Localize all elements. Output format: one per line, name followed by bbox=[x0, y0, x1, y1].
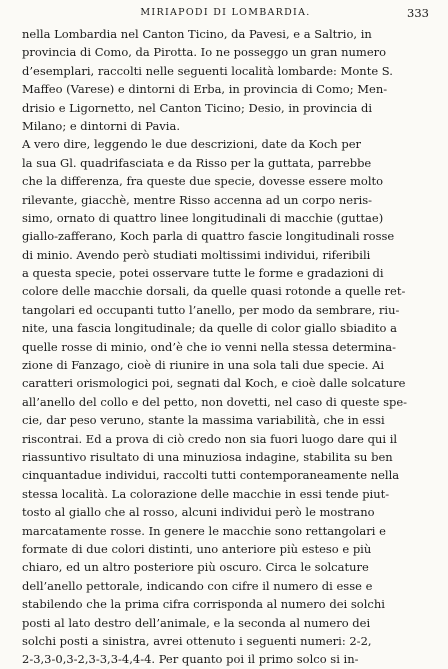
text-line: la sua Gl. quadrifasciata e da Risso per la guttata, parrebbe bbox=[22, 155, 372, 170]
text-line: cinquantadue individui, raccolti tutti contemporaneamente nella bbox=[22, 468, 400, 483]
text-line: di minio. Avendo però studiati moltissimi individui, riferibili bbox=[22, 247, 371, 262]
text-line: Maffeo (Varese) e dintorni di Erba, in provincia di Como; Men- bbox=[22, 82, 388, 97]
text-line: chiaro, ed un altro posteriore più oscuro. Circa le solcature bbox=[22, 560, 369, 575]
running-title: MIRIAPODI DI LOMBARDIA. bbox=[140, 7, 311, 18]
text-line: provincia di Como, da Pirotta. Io ne posseggo un gran numero bbox=[22, 45, 387, 60]
text-line: formate di due colori distinti, uno anteriore più esteso e più bbox=[22, 541, 372, 556]
text-line: riassuntivo risultato di una minuziosa indagine, stabilita su ben bbox=[22, 449, 393, 464]
text-line: riscontrai. Ed a prova di ciò credo non sia fuori luogo dare qui il bbox=[22, 431, 398, 446]
text-line: nella Lombardia nel Canton Ticino, da Pavesi, e a Saltrio, in bbox=[22, 27, 372, 41]
text-line: tosto al giallo che al rosso, alcuni individui però le mostrano bbox=[22, 505, 375, 520]
page-header bbox=[22, 7, 429, 21]
text-line: 2-3,3-0,3-2,3-3,3-4,4-4. Per quanto poi il primo solco si in- bbox=[22, 652, 359, 667]
text-line: stessa località. La colorazione delle macchie in essi tende piut- bbox=[22, 486, 390, 501]
text-line: nite, una fascia longitudinale; da quelle di color giallo sbiadito a bbox=[22, 321, 397, 336]
text-line: all’anello del collo e del petto, non dovetti, nel caso di queste spe- bbox=[22, 394, 408, 409]
text-line: quelle rosse di minio, ond’è che io venni nella stessa determina- bbox=[22, 339, 397, 354]
text-line: d’esemplari, raccolti nelle seguenti località lombarde: Monte S. bbox=[22, 63, 393, 78]
text-line: stabilendo che la prima cifra corrisponda al numero dei solchi bbox=[22, 597, 385, 612]
page-number: 333 bbox=[407, 6, 429, 20]
text-line: zione di Fanzago, cioè di riunire in una sola tali due specie. Ai bbox=[22, 358, 385, 373]
text-line: che la differenza, fra queste due specie, dovesse essere molto bbox=[22, 174, 384, 189]
body-text bbox=[22, 25, 437, 669]
text-line: rilevante, giacchè, mentre Risso accenna ad un corpo neris- bbox=[22, 192, 373, 207]
text-line: solchi posti a sinistra, avrei ottenuto i seguenti numeri: 2-2, bbox=[22, 633, 372, 648]
text-line: caratteri orismologici poi, segnati dal Koch, e cioè dalle solcature bbox=[22, 376, 406, 391]
text-line: colore delle macchie dorsali, da quelle quasi rotonde a quelle ret- bbox=[22, 284, 406, 299]
text-line: dell’anello pettorale, indicando con cifre il numero di esse e bbox=[22, 578, 373, 593]
text-line: giallo-zafferano, Koch parla di quattro fascie longitudinali rosse bbox=[22, 229, 395, 244]
text-line: posti al lato destro dell’animale, e la seconda al numero dei bbox=[22, 615, 371, 630]
text-line: simo, ornato di quattro linee longitudinali di macchie (guttae) bbox=[22, 210, 384, 225]
text-line: Milano; e dintorni di Pavia. bbox=[22, 118, 180, 133]
text-line: marcatamente rosse. In genere le macchie sono rettangolari e bbox=[22, 523, 386, 538]
text-line: cie, dar peso veruno, stante la massima variabilità, che in essi bbox=[22, 413, 385, 428]
text-line: drisio e Ligornetto, nel Canton Ticino; Desio, in provincia di bbox=[22, 100, 373, 115]
text-line: a questa specie, potei osservare tutte le forme e gradazioni di bbox=[22, 266, 384, 281]
text-line: tangolari ed occupanti tutto l’anello, per modo da sembrare, riu- bbox=[22, 302, 400, 317]
text-line: A vero dire, leggendo le due descrizioni, date da Koch per bbox=[22, 137, 362, 152]
